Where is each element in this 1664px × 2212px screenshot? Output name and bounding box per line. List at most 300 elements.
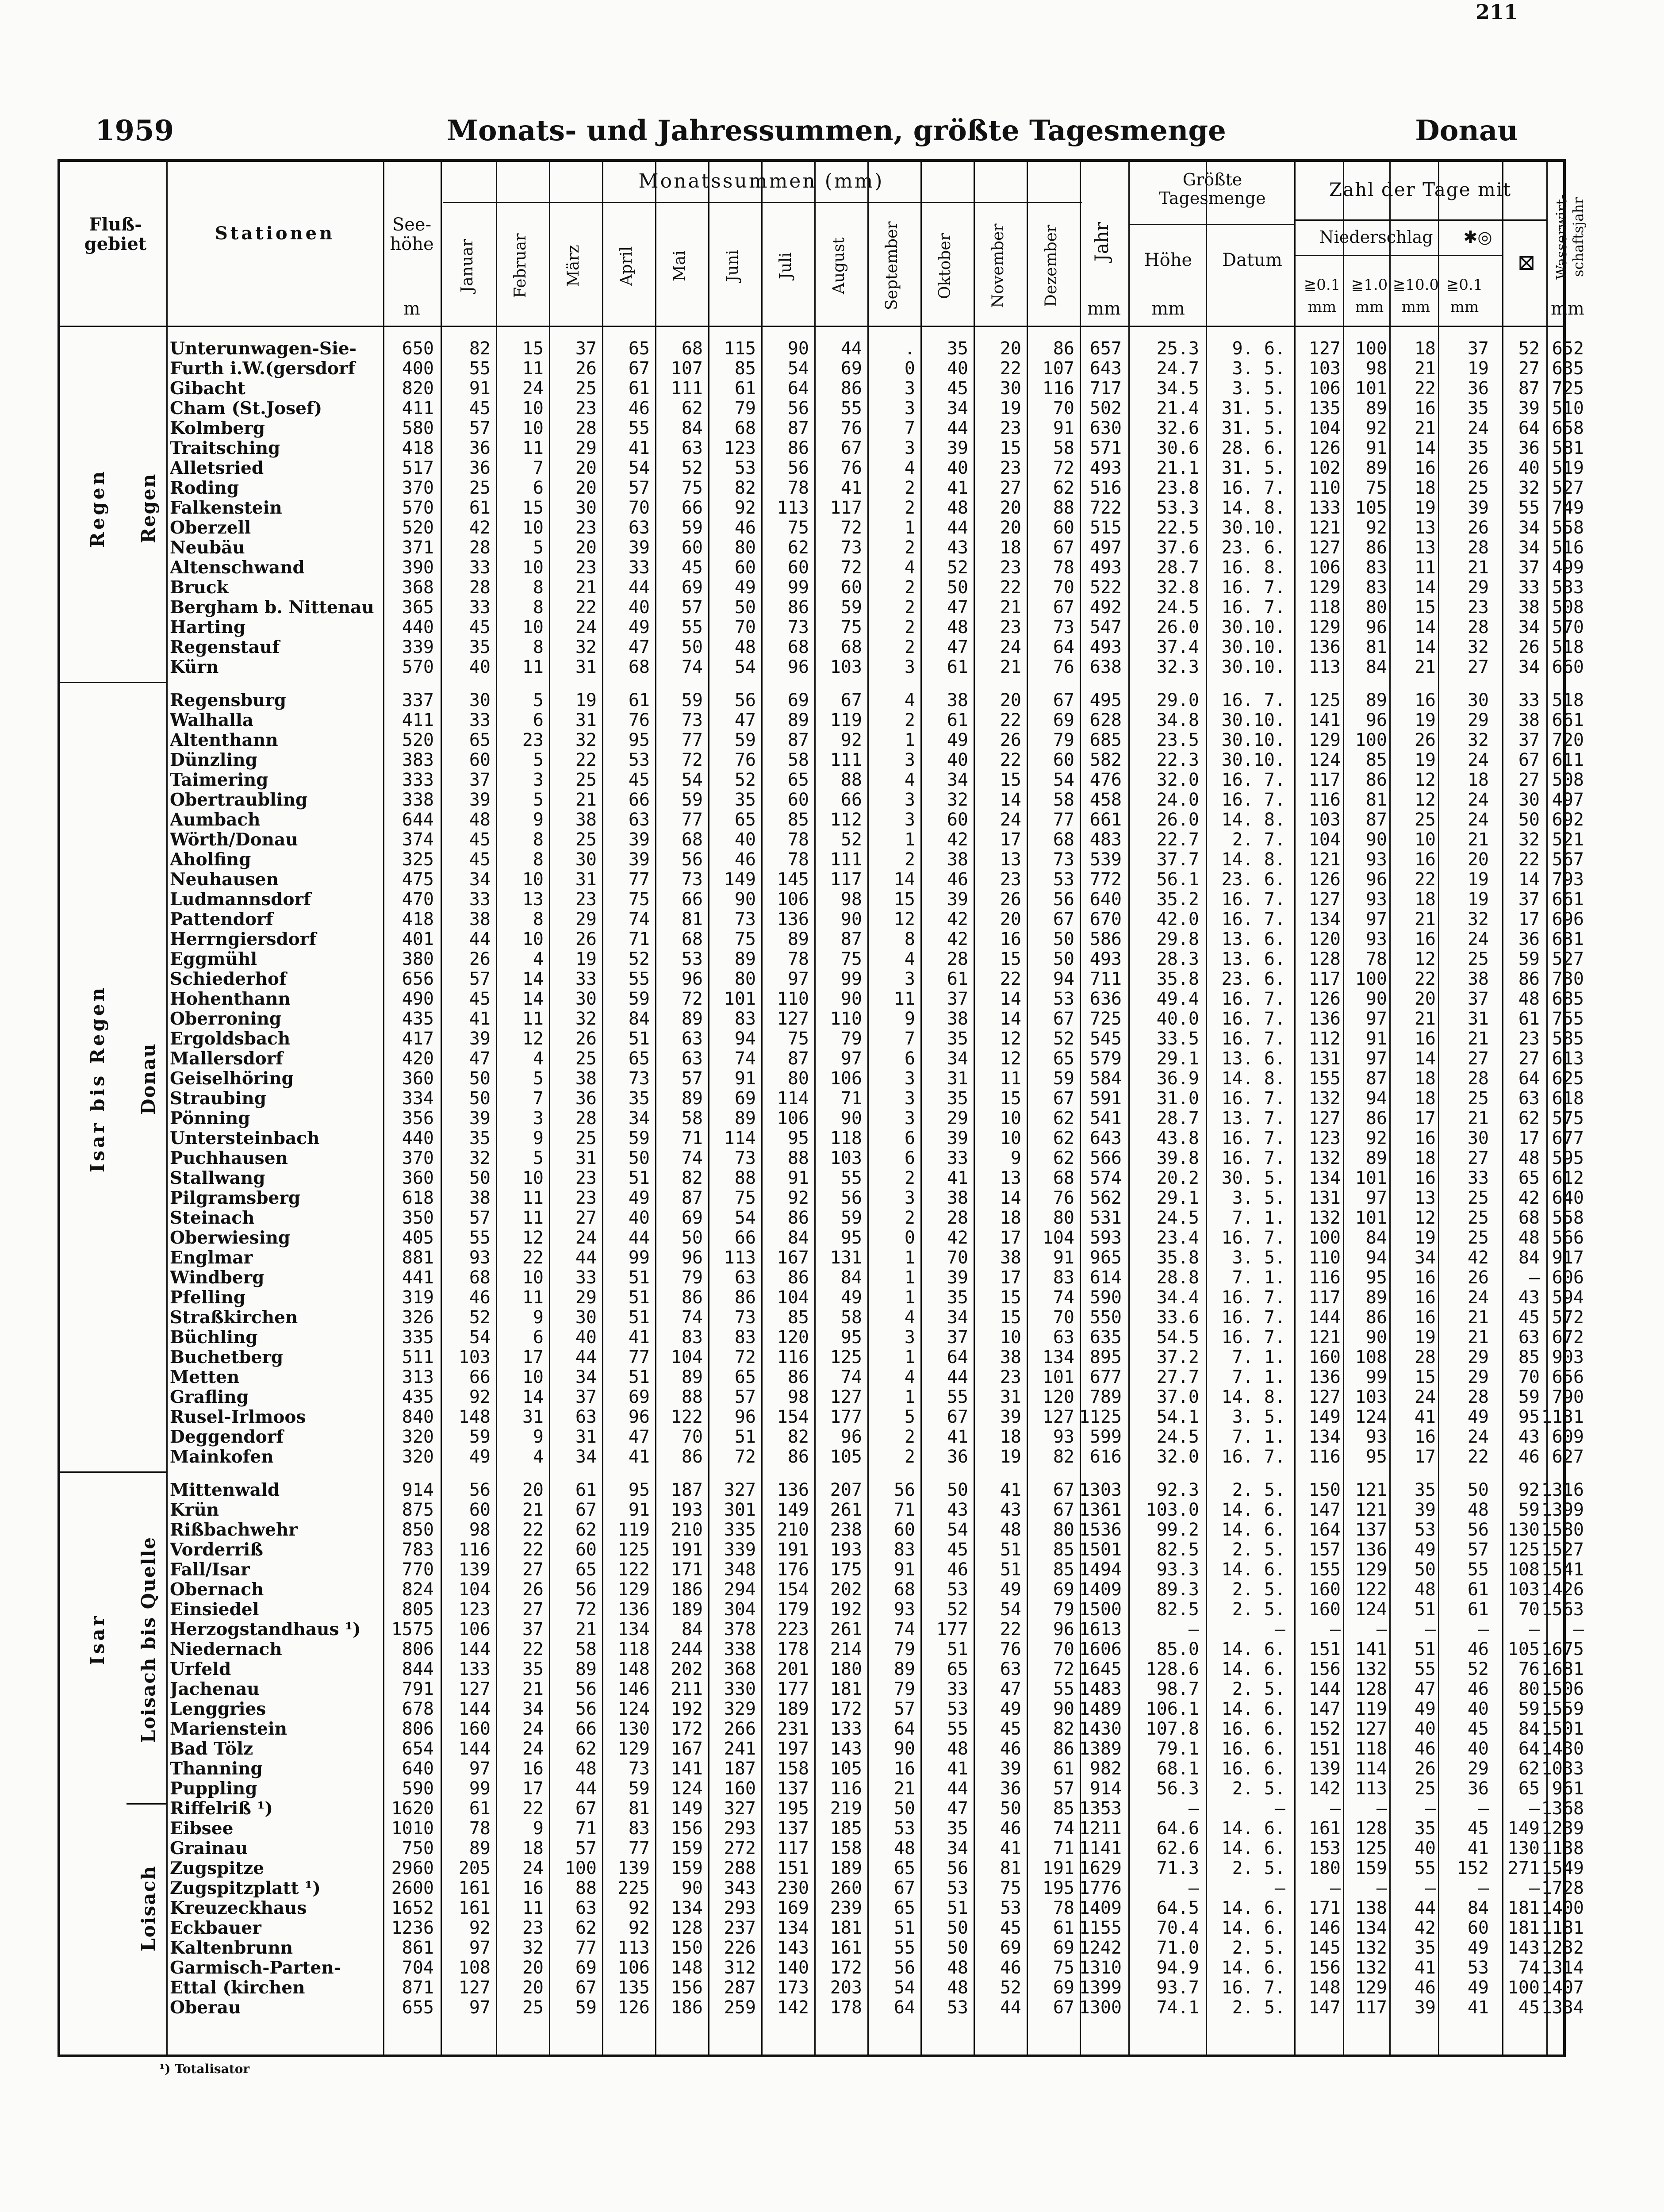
table-cell: 230 xyxy=(777,1878,809,1898)
table-cell: 31.0 xyxy=(1156,1088,1199,1109)
table-row xyxy=(60,1248,1584,1268)
station-name: Roding xyxy=(170,478,239,498)
table-cell: 100 xyxy=(1355,969,1387,989)
table-cell: 55 xyxy=(1467,1559,1489,1580)
table-cell: 48 xyxy=(734,637,756,657)
table-cell: – xyxy=(1188,1798,1199,1819)
table-cell: 231 xyxy=(777,1719,809,1739)
table-cell: 75 xyxy=(681,478,703,498)
table-cell: 20 xyxy=(1000,909,1021,929)
region-heading: Donau xyxy=(1415,114,1518,147)
table-cell: 22 xyxy=(1000,969,1021,989)
table-cell: 368 xyxy=(402,577,434,598)
table-cell: 10 xyxy=(522,869,544,890)
table-cell: 579 xyxy=(1089,1048,1122,1069)
table-cell: 495 xyxy=(1089,690,1122,710)
table-cell: 34 xyxy=(1414,1248,1436,1268)
table-row xyxy=(60,1287,1584,1308)
table-cell: 136 xyxy=(617,1599,650,1620)
table-cell: 41 xyxy=(947,478,968,498)
table-cell: 54 xyxy=(1000,1599,1021,1620)
table-cell: 42 xyxy=(947,1228,968,1248)
table-cell: 23. 6. xyxy=(1221,869,1285,890)
table-cell: 84 xyxy=(681,418,703,438)
table-cell: 68 xyxy=(681,929,703,949)
table-cell: 69 xyxy=(1053,1938,1074,1958)
table-cell: 103 xyxy=(1308,358,1341,379)
station-name: Einsiedel xyxy=(170,1600,259,1620)
table-cell: 88 xyxy=(840,770,862,790)
table-cell: 34.4 xyxy=(1156,1287,1199,1308)
table-cell: 52 xyxy=(947,1599,968,1620)
table-cell: 566 xyxy=(1089,1148,1122,1168)
table-cell: 692 xyxy=(1552,810,1584,830)
table-cell: 15 xyxy=(1414,1367,1436,1387)
table-cell: 50 xyxy=(947,1918,968,1938)
table-cell: 271 xyxy=(1507,1858,1540,1878)
table-cell: 156 xyxy=(671,1978,703,1998)
table-cell: 37 xyxy=(575,338,597,359)
table-cell: 55 xyxy=(840,1168,862,1188)
table-cell: 420 xyxy=(402,1048,434,1069)
table-cell: 195 xyxy=(1042,1878,1074,1898)
table-cell: 59 xyxy=(1518,1699,1540,1719)
table-cell: 149 xyxy=(724,869,756,890)
table-cell: 22 xyxy=(522,1520,544,1540)
table-cell: 21.1 xyxy=(1156,458,1199,478)
table-cell: 41 xyxy=(1000,1838,1021,1859)
table-cell: 38 xyxy=(469,1188,491,1208)
table-cell: 53 xyxy=(893,1818,915,1839)
table-cell: 93 xyxy=(1365,849,1387,870)
table-cell: 48 xyxy=(893,1838,915,1859)
table-cell: 1236 xyxy=(391,1918,434,1938)
station-name: Oberwiesing xyxy=(170,1228,291,1248)
table-row xyxy=(60,1168,1584,1188)
table-cell: 64 xyxy=(893,1719,915,1739)
table-cell: 790 xyxy=(1552,1387,1584,1407)
table-cell: 211 xyxy=(671,1679,703,1699)
table-cell: 125 xyxy=(1355,1838,1387,1859)
table-cell: 2. 5. xyxy=(1232,1997,1285,2018)
table-cell: 40 xyxy=(1414,1719,1436,1739)
table-cell: 360 xyxy=(402,1168,434,1188)
table-cell: 75 xyxy=(787,1029,809,1049)
table-cell: 135 xyxy=(1308,398,1341,419)
table-cell: 66 xyxy=(628,790,650,810)
table-cell: 56 xyxy=(893,1958,915,1978)
header-snow-icon: ✱◎ xyxy=(1463,227,1492,247)
table-cell: 54 xyxy=(734,1208,756,1228)
table-cell: 51 xyxy=(1414,1599,1436,1620)
table-row xyxy=(60,358,1584,379)
table-cell: 90 xyxy=(1053,1699,1074,1719)
table-cell: 52 xyxy=(734,770,756,790)
table-cell: 76 xyxy=(840,458,862,478)
table-cell: 1606 xyxy=(1079,1639,1122,1659)
table-cell: 110 xyxy=(1308,478,1341,498)
table-cell: 35 xyxy=(947,1088,968,1109)
table-row xyxy=(60,710,1584,730)
table-cell: 411 xyxy=(402,398,434,419)
table-cell: 518 xyxy=(1552,690,1584,710)
table-cell: 46 xyxy=(1000,1958,1021,1978)
table-cell: 47 xyxy=(947,1798,968,1819)
table-cell: 47 xyxy=(734,710,756,730)
station-name: Herrngiersdorf xyxy=(170,929,317,949)
table-cell: 16. 7. xyxy=(1221,1148,1285,1168)
table-cell: 86 xyxy=(681,1287,703,1308)
table-cell: 584 xyxy=(1089,1068,1122,1089)
table-cell: 45 xyxy=(469,617,491,637)
station-name: Pilgramsberg xyxy=(170,1188,301,1208)
table-cell: 261 xyxy=(830,1500,862,1520)
station-name: Krün xyxy=(170,1500,219,1520)
table-cell: 260 xyxy=(830,1878,862,1898)
table-cell: 64 xyxy=(787,378,809,399)
table-cell: 61 xyxy=(947,657,968,677)
table-cell: 35 xyxy=(1414,1938,1436,1958)
table-cell: 99 xyxy=(469,1778,491,1799)
table-cell: – xyxy=(1529,1798,1540,1819)
table-cell: 49 xyxy=(1414,1699,1436,1719)
station-name: Metten xyxy=(170,1367,240,1387)
table-cell: 368 xyxy=(724,1659,756,1679)
table-cell: 144 xyxy=(458,1639,491,1659)
table-cell: 103 xyxy=(830,1148,862,1168)
table-cell: 16 xyxy=(1414,1287,1436,1308)
table-row xyxy=(60,1559,1584,1580)
table-cell: 711 xyxy=(1089,969,1122,989)
table-cell: 142 xyxy=(777,1997,809,2018)
table-cell: 44 xyxy=(840,338,862,359)
header-month-7: Juli xyxy=(777,252,795,280)
table-cell: 881 xyxy=(402,1248,434,1268)
table-cell: 17 xyxy=(1414,1447,1436,1467)
table-row xyxy=(60,1068,1584,1089)
station-name: Puchhausen xyxy=(170,1148,288,1168)
table-cell: 871 xyxy=(402,1978,434,1998)
table-cell: 192 xyxy=(830,1599,862,1620)
table-cell: 2. 5. xyxy=(1232,1938,1285,1958)
table-cell: 161 xyxy=(1308,1818,1341,1839)
table-cell: 47 xyxy=(469,1048,491,1069)
table-cell: 10 xyxy=(522,518,544,538)
table-cell: 36 xyxy=(1000,1778,1021,1799)
table-cell: 117 xyxy=(1308,969,1341,989)
table-cell: 171 xyxy=(671,1559,703,1580)
table-cell: 54 xyxy=(628,458,650,478)
header-month-8: August xyxy=(830,237,848,295)
table-cell: 25 xyxy=(469,478,491,498)
table-cell: 374 xyxy=(402,830,434,850)
table-cell: 96 xyxy=(681,969,703,989)
table-cell: 82 xyxy=(681,1168,703,1188)
table-cell: 50 xyxy=(681,1228,703,1248)
table-cell: 84 xyxy=(1365,657,1387,677)
table-cell: 23 xyxy=(1467,597,1489,618)
table-cell: 656 xyxy=(1552,1367,1584,1387)
table-cell: – xyxy=(1425,1798,1436,1819)
table-cell: 65 xyxy=(1518,1778,1540,1799)
table-cell: 32 xyxy=(522,1938,544,1958)
header-hoehe: Höhe xyxy=(1144,250,1192,270)
table-cell: 129 xyxy=(617,1739,650,1759)
table-cell: 61 xyxy=(575,1480,597,1500)
table-cell: 21 xyxy=(1467,557,1489,578)
table-cell: 46 xyxy=(1414,1739,1436,1759)
table-cell: 65 xyxy=(469,730,491,750)
table-row xyxy=(60,1327,1584,1348)
table-cell: 29 xyxy=(1467,1347,1489,1367)
station-name: Rusel-Irlmoos xyxy=(170,1407,306,1427)
table-cell: 113 xyxy=(724,1248,756,1268)
table-cell: 38 xyxy=(947,1009,968,1029)
table-cell: 21 xyxy=(575,577,597,598)
table-cell: 131 xyxy=(830,1248,862,1268)
table-cell: 116 xyxy=(1308,1447,1341,1467)
table-cell: 83 xyxy=(734,1009,756,1029)
table-cell: 104 xyxy=(1308,830,1341,850)
table-cell: 1629 xyxy=(1079,1858,1122,1878)
table-cell: 54 xyxy=(734,657,756,677)
table-cell: – xyxy=(1274,1878,1285,1898)
table-cell: 86 xyxy=(734,1287,756,1308)
table-cell: 69 xyxy=(681,577,703,598)
table-cell: 3 xyxy=(904,398,915,419)
table-cell: 106 xyxy=(458,1619,491,1640)
table-row xyxy=(60,790,1584,810)
table-cell: 48 xyxy=(575,1759,597,1779)
table-cell: 70 xyxy=(947,1248,968,1268)
table-cell: 56 xyxy=(734,690,756,710)
table-cell: 5 xyxy=(533,790,544,810)
header-flussgebiet: Fluß- gebiet xyxy=(84,214,147,254)
table-cell: 74.1 xyxy=(1156,1997,1199,2018)
table-cell: 117 xyxy=(830,869,862,890)
table-cell: 550 xyxy=(1089,1307,1122,1328)
table-cell: 24 xyxy=(522,1719,544,1739)
table-cell: 539 xyxy=(1089,849,1122,870)
table-cell: 16. 7. xyxy=(1221,1009,1285,1029)
table-cell: 1489 xyxy=(1079,1699,1122,1719)
header-month-4: April xyxy=(617,246,636,286)
table-cell: 38 xyxy=(1518,710,1540,730)
table-cell: 74 xyxy=(681,1148,703,1168)
table-cell: 28 xyxy=(1467,617,1489,637)
table-cell: 86 xyxy=(787,1267,809,1288)
table-cell: 21 xyxy=(1467,830,1489,850)
table-cell: 91 xyxy=(893,1559,915,1580)
table-cell: 64 xyxy=(1518,418,1540,438)
table-cell: 9. 6. xyxy=(1232,338,1285,359)
table-cell: 89 xyxy=(1365,1148,1387,1168)
table-cell: 70 xyxy=(1053,1639,1074,1659)
station-name: Pönning xyxy=(170,1109,250,1129)
table-cell: 288 xyxy=(724,1858,756,1878)
table-cell: 19 xyxy=(1414,1228,1436,1248)
table-cell: 39 xyxy=(947,1128,968,1148)
table-cell: 1563 xyxy=(1541,1599,1584,1620)
table-cell: 441 xyxy=(402,1267,434,1288)
station-name: Hohenthann xyxy=(170,989,291,1009)
table-cell: 13. 6. xyxy=(1221,1048,1285,1069)
table-cell: 67 xyxy=(840,438,862,458)
table-cell: 14. 6. xyxy=(1221,1918,1285,1938)
table-cell: 50 xyxy=(1000,1798,1021,1819)
table-cell: 16. 8. xyxy=(1221,557,1285,578)
table-cell: 685 xyxy=(1089,730,1122,750)
table-cell: 35 xyxy=(469,637,491,657)
station-name: Dünzling xyxy=(170,750,257,770)
table-cell: 380 xyxy=(402,949,434,969)
table-cell: 121 xyxy=(1308,1327,1341,1348)
table-row xyxy=(60,338,1584,359)
table-cell: 136 xyxy=(1308,637,1341,657)
table-cell: 14 xyxy=(893,869,915,890)
table-cell: 106 xyxy=(777,1108,809,1129)
table-cell: 21 xyxy=(1414,909,1436,929)
table-cell: 195 xyxy=(777,1798,809,1819)
table-cell: – xyxy=(1376,1798,1387,1819)
table-cell: 85.0 xyxy=(1156,1639,1199,1659)
station-name: Niedernach xyxy=(170,1640,282,1659)
table-row xyxy=(60,929,1584,949)
table-cell: 19 xyxy=(1414,498,1436,518)
table-cell: 7 xyxy=(904,1029,915,1049)
table-cell: 19 xyxy=(1467,869,1489,890)
table-cell: 92 xyxy=(469,1387,491,1407)
table-cell: 86 xyxy=(1518,969,1540,989)
table-cell: 106 xyxy=(1308,378,1341,399)
table-row xyxy=(60,637,1584,657)
table-cell: 640 xyxy=(1089,889,1122,910)
table-cell: 16 xyxy=(1414,1267,1436,1288)
table-cell: 187 xyxy=(724,1759,756,1779)
table-cell: 77 xyxy=(628,1347,650,1367)
table-cell: 725 xyxy=(1552,378,1584,399)
table-cell: 16. 7. xyxy=(1221,597,1285,618)
table-cell: 152 xyxy=(1457,1858,1489,1878)
station-name: Kolmberg xyxy=(170,419,265,438)
table-cell: 10 xyxy=(522,418,544,438)
table-row xyxy=(60,1407,1584,1427)
table-cell: 11 xyxy=(522,358,544,379)
table-cell: 53 xyxy=(1053,989,1074,1009)
header-month-1: Januar xyxy=(458,239,476,293)
table-cell: 84 xyxy=(1518,1719,1540,1739)
table-cell: 64.6 xyxy=(1156,1818,1199,1839)
table-cell: 55 xyxy=(893,1938,915,1958)
table-cell: 45 xyxy=(469,830,491,850)
table-cell: 119 xyxy=(830,710,862,730)
table-cell: 29.8 xyxy=(1156,929,1199,949)
table-cell: 24.5 xyxy=(1156,1427,1199,1447)
table-cell: 3 xyxy=(904,1108,915,1129)
table-cell: 79 xyxy=(893,1639,915,1659)
table-cell: 134 xyxy=(1308,1168,1341,1188)
table-cell: 92 xyxy=(734,498,756,518)
table-cell: 14. 6. xyxy=(1221,1699,1285,1719)
table-cell: 1 xyxy=(904,1287,915,1308)
table-cell: 144 xyxy=(458,1739,491,1759)
table-row xyxy=(60,770,1584,790)
table-cell: 5 xyxy=(533,1068,544,1089)
table-cell: 1681 xyxy=(1541,1659,1584,1679)
table-cell: 61 xyxy=(628,690,650,710)
table-cell: 90 xyxy=(1365,989,1387,1009)
table-cell: 45 xyxy=(469,989,491,1009)
table-cell: 2. 5. xyxy=(1232,1540,1285,1560)
table-cell: 45 xyxy=(947,378,968,399)
table-cell: 110 xyxy=(830,1009,862,1029)
table-row xyxy=(60,1108,1584,1129)
table-cell: 14. 8. xyxy=(1221,810,1285,830)
table-cell: 79.1 xyxy=(1156,1739,1199,1759)
table-cell: 42 xyxy=(1414,1918,1436,1938)
table-cell: 48 xyxy=(947,1958,968,1978)
table-cell: 41 xyxy=(947,1759,968,1779)
table-cell: 1181 xyxy=(1541,1918,1584,1938)
table-cell: 80 xyxy=(1518,1679,1540,1699)
table-cell: 618 xyxy=(1552,1088,1584,1109)
table-cell: 24 xyxy=(522,378,544,399)
table-cell: 186 xyxy=(671,1997,703,2018)
table-cell: 27 xyxy=(1518,358,1540,379)
table-cell: 49 xyxy=(840,1287,862,1308)
table-cell: 24 xyxy=(1467,750,1489,770)
table-cell: 844 xyxy=(402,1659,434,1679)
table-cell: 104 xyxy=(458,1579,491,1600)
table-cell: 55 xyxy=(469,1228,491,1248)
table-cell: 16 xyxy=(1414,690,1436,710)
table-cell: 205 xyxy=(458,1858,491,1878)
table-cell: 15 xyxy=(893,889,915,910)
table-row xyxy=(60,1208,1584,1228)
table-cell: 511 xyxy=(402,1347,434,1367)
table-cell: 69 xyxy=(681,1208,703,1228)
table-cell: 41 xyxy=(1414,1407,1436,1427)
station-name: Herzogstandhaus ¹) xyxy=(170,1620,361,1640)
table-cell: 30 xyxy=(1467,1128,1489,1148)
table-cell: 22 xyxy=(1414,869,1436,890)
table-cell: 76 xyxy=(1518,1659,1540,1679)
table-cell: 661 xyxy=(1552,889,1584,910)
table-cell: – xyxy=(1188,1619,1199,1640)
table-cell: 26.0 xyxy=(1156,810,1199,830)
table-cell: 18 xyxy=(1414,1088,1436,1109)
table-cell: 44 xyxy=(1000,1997,1021,2018)
table-cell: 93 xyxy=(1053,1427,1074,1447)
table-cell: 34 xyxy=(947,1307,968,1328)
table-cell: 41 xyxy=(1000,1480,1021,1500)
table-cell: 611 xyxy=(1552,750,1584,770)
table-cell: 85 xyxy=(734,358,756,379)
table-cell: 8 xyxy=(533,637,544,657)
table-cell: 39 xyxy=(1467,498,1489,518)
table-cell: 152 xyxy=(1308,1719,1341,1739)
table-cell: 157 xyxy=(1308,1540,1341,1560)
table-cell: 961 xyxy=(1552,1778,1584,1799)
table-row xyxy=(60,1228,1584,1248)
table-row xyxy=(60,1599,1584,1620)
table-cell: 124 xyxy=(1308,750,1341,770)
table-cell: 23. 6. xyxy=(1221,969,1285,989)
table-cell: 83 xyxy=(893,1540,915,1560)
table-cell: 70.4 xyxy=(1156,1918,1199,1938)
table-cell: 15 xyxy=(1414,597,1436,618)
table-cell: 120 xyxy=(1308,929,1341,949)
